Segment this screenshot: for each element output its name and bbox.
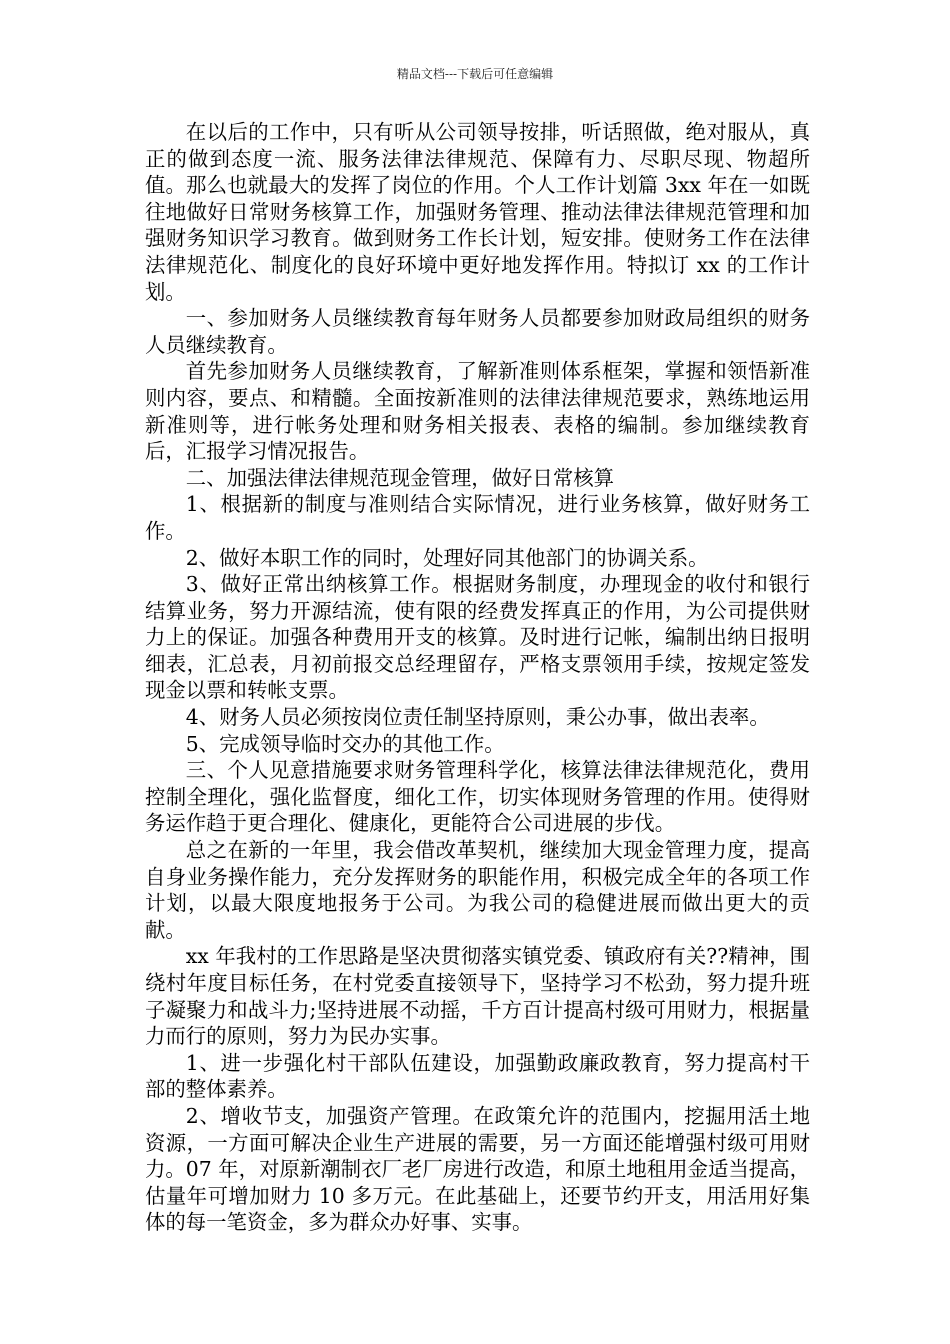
paragraph: 1、进一步强化村干部队伍建设，加强勤政廉政教育，努力提高村干部的整体素养。 bbox=[145, 1050, 810, 1102]
paragraph: 总之在新的一年里，我会借改革契机，继续加大现金管理力度，提高自身业务操作能力，充分发挥财务的职能作用，积极完成全年的各项工作计划，以最大限度地报务于公司。为我公司的稳健进展而做出更大的贡献。 bbox=[145, 838, 810, 942]
paragraph: 首先参加财务人员继续教育，了解新准则体系框架，掌握和领悟新准则内容，要点、和精髓。全面按新准则的法律法律规范要求，熟练地运用新准则等，进行帐务处理和财务相关报表、表格的编制。参加继续教育后，汇报学习情况报告。 bbox=[145, 359, 810, 464]
paragraph: 5、完成领导临时交办的其他工作。 bbox=[185, 731, 505, 756]
paragraph: 1、根据新的制度与准则结合实际情况，进行业务核算，做好财务工作。 bbox=[145, 492, 810, 543]
paragraph: 2、做好本职工作的同时，处理好同其他部门的协调关系。 bbox=[185, 545, 709, 570]
paragraph: 4、财务人员必须按岗位责任制坚持原则，秉公办事，做出表率。 bbox=[185, 705, 770, 730]
paragraph: 三、个人见意措施要求财务管理科学化，核算法律法律规范化，费用控制全理化，强化监督度，细化工作，切实体现财务管理的作用。使得财务运作趋于更合理化、健康化，更能符合公司进展的步伐。 bbox=[145, 758, 810, 836]
paragraph: 二、加强法律法律规范现金管理，做好日常核算 bbox=[185, 465, 614, 490]
paragraph: 在以后的工作中，只有听从公司领导按排，听话照做，绝对服从，真正的做到态度一流、服务法律法律规范、保障有力、尽职尽现、物超所值。那么也就最大的发挥了岗位的作用。个人工作计划篇 3xx 年在一如既往地做好日常财务核算工作，加强财务管理、推动法律法律规范管理和加强财务知识学习教育。做到财务工作长计划，短安排。使财务工作在法律法律规范化、制度化的良好环境中更好地发挥作用。特拟订 xx 的工作计划。 bbox=[145, 120, 810, 304]
paragraph: xx 年我村的工作思路是坚决贯彻落实镇党委、镇政府有关??精神，围绕村年度目标任务，在村党委直接领导下，坚持学习不松劲，努力提升班子凝聚力和战斗力;坚持进展不动摇，千方百计提高村级可用财力，根据量力而行的原则，努力为民办实事。 bbox=[145, 944, 810, 1049]
page-header: 精品文档---下载后可任意编辑 bbox=[396, 67, 554, 81]
document-body bbox=[145, 119, 810, 1236]
paragraph: 一、参加财务人员继续教育每年财务人员都要参加财政局组织的财务人员继续教育。 bbox=[145, 306, 810, 357]
paragraph: 3、做好正常出纳核算工作。根据财务制度，办理现金的收付和银行结算业务，努力开源结流，使有限的经费发挥真正的作用，为公司提供财力上的保证。加强各种费用开支的核算。及时进行记帐，编制出纳日报明细表，汇总表，月初前报交总经理留存，严格支票领用手续，按规定签发现金以票和转帐支票。 bbox=[145, 572, 810, 703]
paragraph: 2、增收节支，加强资产管理。在政策允许的范围内，挖掘用活土地资源，一方面可解决企业生产进展的需要，另一方面还能增强村级可用财力。07 年，对原新潮制衣厂老厂房进行改造，和原土地租用金适当提高，估量年可增加财力 10 多万元。在此基础上，还要节约开支，用活用好集体的每一笔资金，多为群众办好事、实事。 bbox=[145, 1103, 810, 1235]
